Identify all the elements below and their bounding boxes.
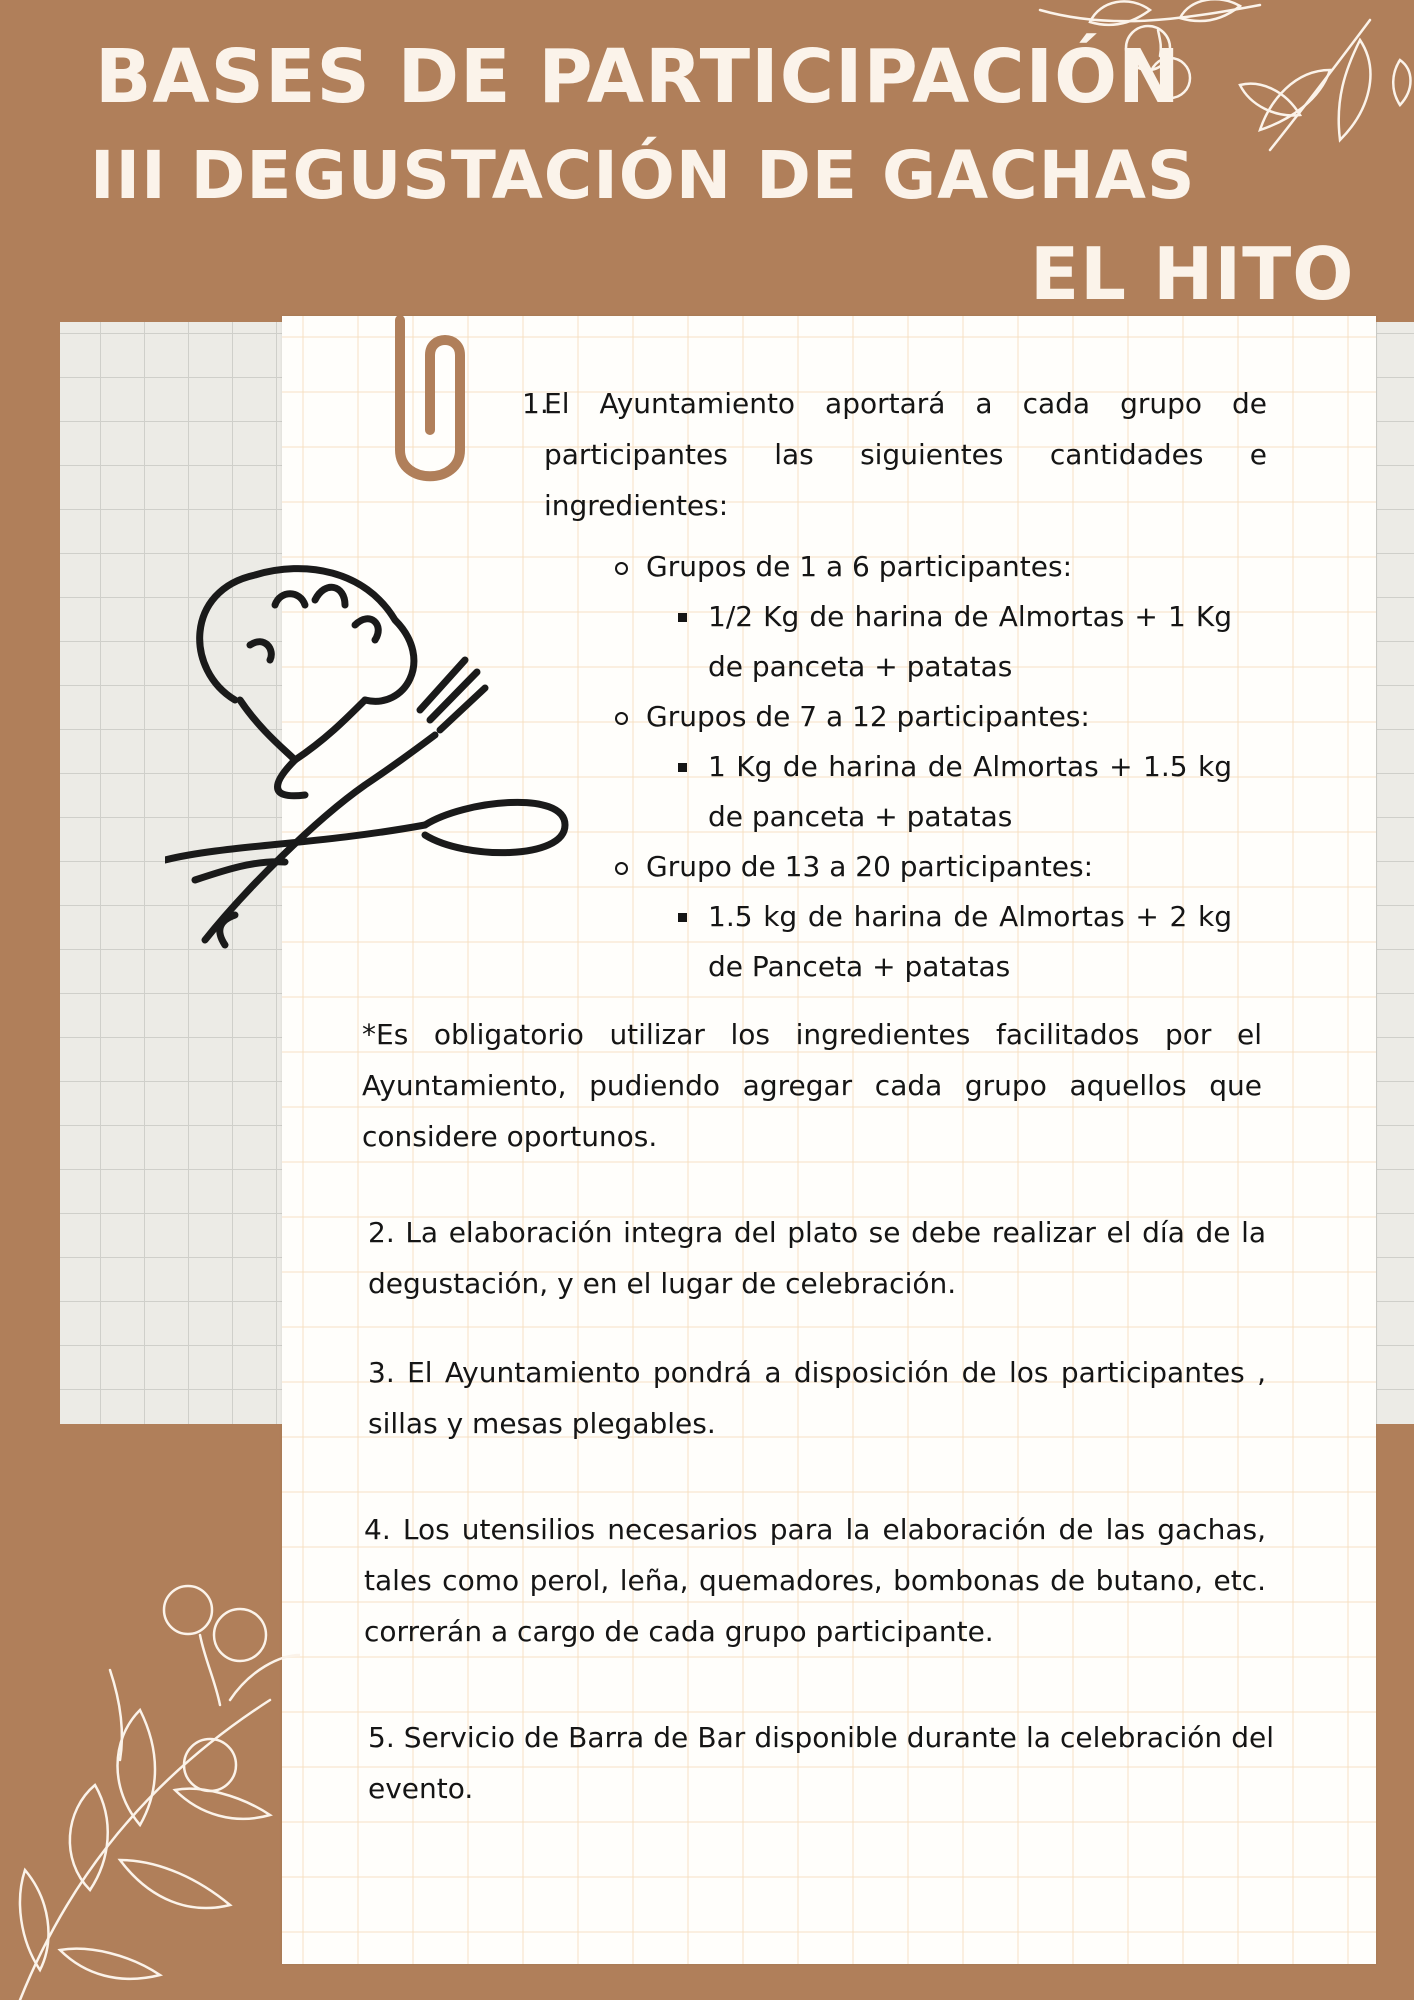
olive-branch-icon [0, 1560, 300, 2000]
circle-bullet-icon [615, 712, 628, 725]
circle-bullet-icon [615, 562, 628, 575]
group-label: Grupos de 7 a 12 participantes: [646, 700, 1090, 733]
rule-number-1: 1. [522, 387, 549, 420]
group-label: Grupo de 13 a 20 participantes: [646, 850, 1094, 883]
rule-item-5: 5. Servicio de Barra de Bar disponible durante la celebración del evento. [368, 1721, 1274, 1805]
list-item [612, 842, 1232, 892]
list-item [612, 592, 1232, 692]
group-ingredients: 1.5 kg de harina de Almortas + 2 kg de Panceta + patatas [708, 900, 1232, 983]
list-item [612, 892, 1232, 992]
title-line-1: BASES DE PARTICIPACIÓN [95, 34, 1181, 120]
list-item [612, 692, 1232, 742]
rule-item-1 [522, 378, 1267, 531]
olive-branch-icon [1030, 0, 1414, 165]
ingredients-note: *Es obligatorio utilizar los ingredientes facilitados por el Ayuntamiento, pudiendo agregar cada grupo aquellos que considere oportunos. [362, 1018, 1262, 1153]
square-bullet-icon [678, 763, 687, 772]
list-item [612, 542, 1232, 592]
circle-bullet-icon [615, 862, 628, 875]
square-bullet-icon [678, 613, 687, 622]
ingredients-list [612, 542, 1232, 992]
rule-text-1: El Ayuntamiento aportará a cada grupo de participantes las siguientes cantidades e ingredientes: [544, 387, 1267, 522]
title-line-2: III DEGUSTACIÓN DE GACHAS [90, 137, 1196, 214]
rule-item-4: 4. Los utensilios necesarios para la elaboración de las gachas, tales como perol, leña, quemadores, bombonas de butano, etc. correrán a cargo de cada grupo participante. [364, 1513, 1266, 1648]
group-ingredients: 1/2 Kg de harina de Almortas + 1 Kg de panceta + patatas [708, 600, 1232, 683]
rule-item-3: 3. El Ayuntamiento pondrá a disposición de los participantes , sillas y mesas plegables. [368, 1356, 1266, 1440]
title-line-3: EL HITO [1030, 232, 1355, 316]
square-bullet-icon [678, 913, 687, 922]
group-ingredients: 1 Kg de harina de Almortas + 1.5 kg de panceta + patatas [708, 750, 1232, 833]
chef-hat-utensils-icon [165, 560, 585, 960]
rule-item-2: 2. La elaboración integra del plato se debe realizar el día de la degustación, y en el lugar de celebración. [368, 1216, 1266, 1300]
group-label: Grupos de 1 a 6 participantes: [646, 550, 1073, 583]
list-item [612, 742, 1232, 842]
paperclip-icon [385, 310, 495, 500]
